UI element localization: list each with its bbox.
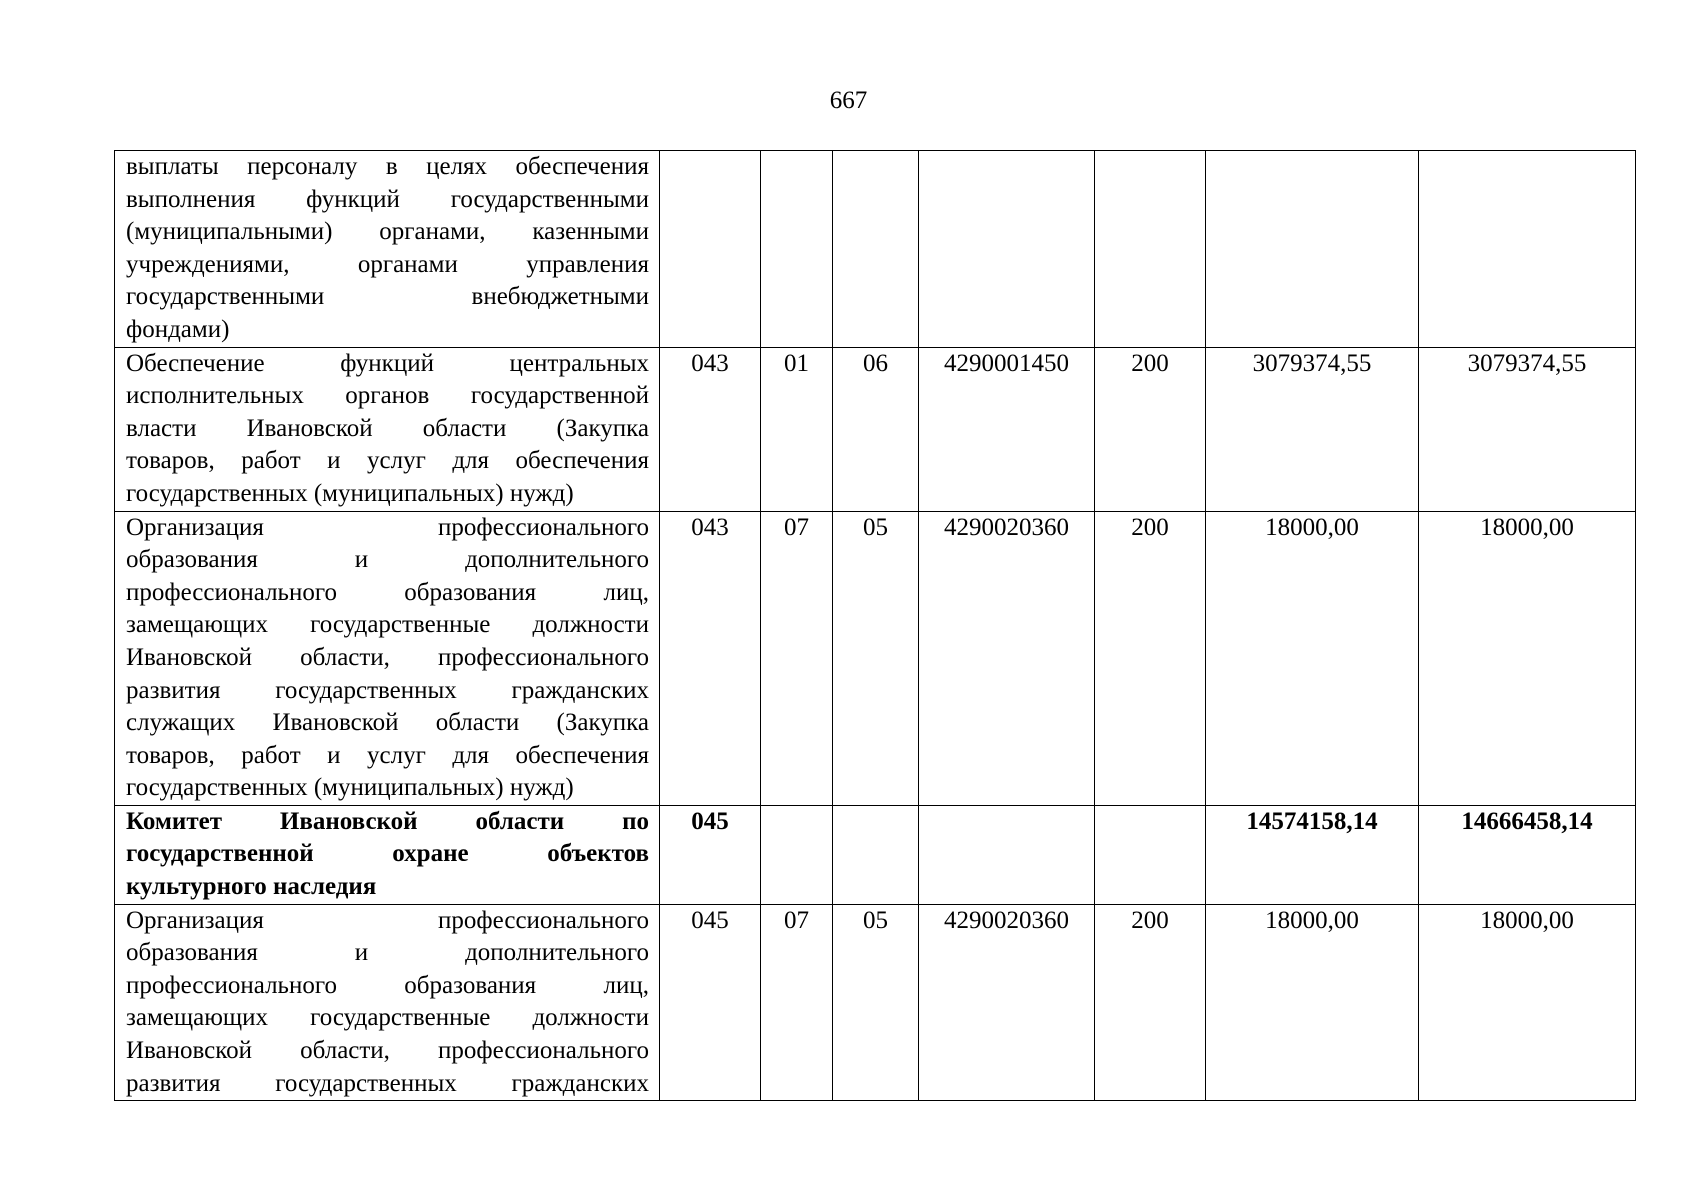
target-article-code <box>919 805 1095 904</box>
amount-year-2: 18000,00 <box>1419 511 1636 805</box>
description-line: Обеспечение функций центральных <box>126 349 649 377</box>
expense-type-code <box>1095 805 1206 904</box>
amount-year-1: 18000,00 <box>1206 511 1419 805</box>
row-description <box>115 805 660 904</box>
subsection-code: 05 <box>833 904 919 1101</box>
budget-table <box>114 150 1636 1101</box>
table-row <box>115 347 1636 511</box>
description-line: товаров, работ и услуг для обеспечения <box>126 447 649 475</box>
section-code <box>761 805 833 904</box>
page-number: 667 <box>829 87 868 114</box>
description-line: учреждениями, органами управления <box>126 250 649 278</box>
expense-type-code: 200 <box>1095 511 1206 805</box>
description-line: (муниципальными) органами, казенными <box>126 218 649 246</box>
target-article-code: 4290020360 <box>919 511 1095 805</box>
department-code: 043 <box>660 511 761 805</box>
description-line: развития государственных гражданских <box>126 676 649 704</box>
section-code: 01 <box>761 347 833 511</box>
description-line: государственных (муниципальных) нужд) <box>126 479 574 507</box>
subsection-code: 05 <box>833 511 919 805</box>
amount-year-1: 14574158,14 <box>1206 805 1419 904</box>
table-row <box>115 511 1636 805</box>
description-line: Ивановской области, профессионального <box>126 643 649 671</box>
expense-type-code: 200 <box>1095 347 1206 511</box>
description-line: фондами) <box>126 315 230 343</box>
description-line: замещающих государственные должности <box>126 1004 649 1032</box>
amount-year-1: 18000,00 <box>1206 904 1419 1101</box>
description-line: власти Ивановской области (Закупка <box>126 414 649 442</box>
amount-year-2: 18000,00 <box>1419 904 1636 1101</box>
description-line: профессионального образования лиц, <box>126 578 649 606</box>
amount-year-1: 3079374,55 <box>1206 347 1419 511</box>
row-description <box>115 511 660 805</box>
description-line: Комитет Ивановской области по <box>126 807 649 835</box>
department-code: 043 <box>660 347 761 511</box>
section-code: 07 <box>761 904 833 1101</box>
department-code: 045 <box>660 805 761 904</box>
description-line: Организация профессионального <box>126 906 649 934</box>
section-code: 07 <box>761 511 833 805</box>
amount-year-2: 3079374,55 <box>1419 347 1636 511</box>
description-line: государственной охране объектов <box>126 840 649 868</box>
amount-year-1 <box>1206 151 1419 348</box>
department-code <box>660 151 761 348</box>
description-line: товаров, работ и услуг для обеспечения <box>126 741 649 769</box>
target-article-code <box>919 151 1095 348</box>
subsection-code <box>833 151 919 348</box>
expense-type-code <box>1095 151 1206 348</box>
description-line: Организация профессионального <box>126 513 649 541</box>
description-line: образования и дополнительного <box>126 939 649 967</box>
table-row <box>115 904 1636 1101</box>
table-body <box>115 151 1636 1101</box>
description-line: развития государственных гражданских <box>126 1069 649 1097</box>
department-code: 045 <box>660 904 761 1101</box>
row-description <box>115 347 660 511</box>
target-article-code: 4290020360 <box>919 904 1095 1101</box>
amount-year-2: 14666458,14 <box>1419 805 1636 904</box>
description-line: государственных (муниципальных) нужд) <box>126 774 574 802</box>
target-article-code: 4290001450 <box>919 347 1095 511</box>
subsection-code <box>833 805 919 904</box>
description-line: образования и дополнительного <box>126 546 649 574</box>
table-row <box>115 151 1636 348</box>
description-line: культурного наследия <box>126 873 377 901</box>
section-code <box>761 151 833 348</box>
description-line: служащих Ивановской области (Закупка <box>126 709 649 737</box>
row-description <box>115 151 660 348</box>
description-line: профессионального образования лиц, <box>126 971 649 999</box>
subsection-code: 06 <box>833 347 919 511</box>
description-line: выплаты персоналу в целях обеспечения <box>126 153 649 180</box>
description-line: государственными внебюджетными <box>126 283 649 311</box>
amount-year-2 <box>1419 151 1636 348</box>
row-description <box>115 904 660 1101</box>
description-line: выполнения функций государственными <box>126 185 649 213</box>
table-row <box>115 805 1636 904</box>
description-line: исполнительных органов государственной <box>126 382 649 410</box>
description-line: замещающих государственные должности <box>126 611 649 639</box>
expense-type-code: 200 <box>1095 904 1206 1101</box>
description-line: Ивановской области, профессионального <box>126 1037 649 1065</box>
